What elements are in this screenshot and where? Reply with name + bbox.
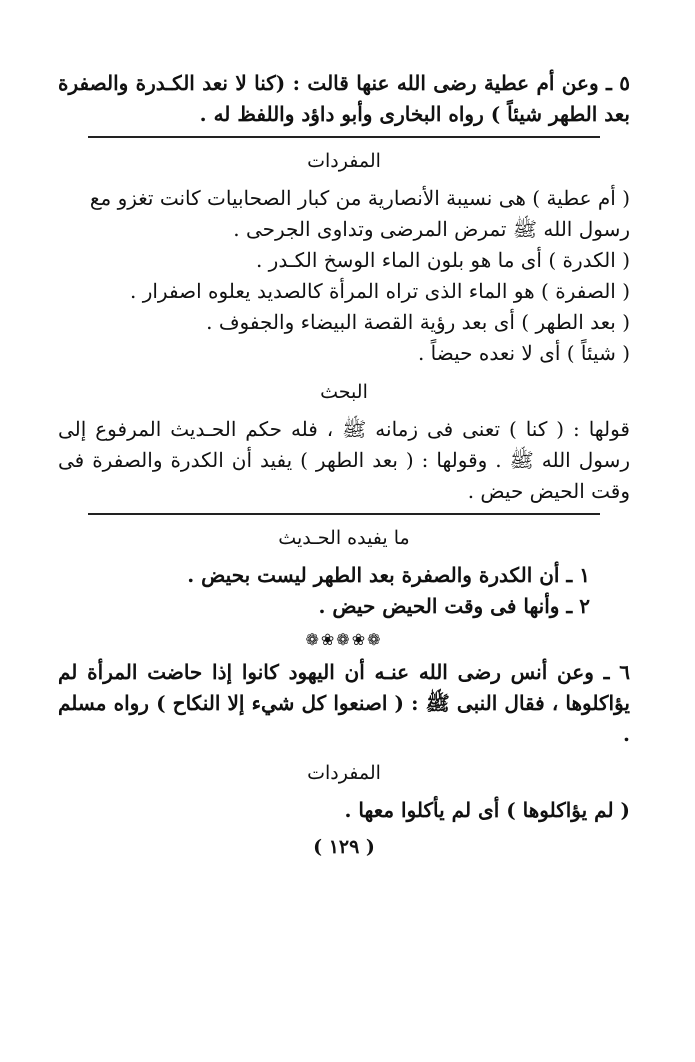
discussion-text: قولها : ( كنا ) تعنى فى زمانه ﷺ ، فله حكم الحـديث المرفوع إلى رسول الله ﷺ . وقولها : ( بعد الطهر ) يفيد أن الكدرة والصفرة فى وقت الحيض حيض . — [58, 417, 630, 503]
benefit-item: ١ ـ أن الكدرة والصفرة بعد الطهر ليست بحيض . — [187, 563, 590, 587]
vocab-entry: ( الصفرة ) هو الماء الذى تراه المرأة كالصديد يعلوه اصفرار . — [130, 279, 630, 303]
section-divider — [88, 136, 600, 138]
vocab-entry: ( أم عطية ) هى نسيبة الأنصارية من كبار الصحابيات كانت تغزو مع رسول الله ﷺ تمرض المرضى وتداوى الجرحى . — [89, 186, 630, 241]
hadith-6-text: ٦ ـ وعن أنس رضى الله عنـه أن اليهود كانوا إذا حاضت المرأة لم يؤاكلوها ، فقال النبى ﷺ : ( اصنعوا كل شيء إلا النكاح ) رواه مسلم . — [58, 660, 630, 746]
vocab-entry: ( لم يؤاكلوها ) أى لم يأكلوا معها . — [344, 798, 630, 822]
vocab-entry: ( الكدرة ) أى ما هو بلون الماء الوسخ الكـدر . — [255, 248, 630, 272]
section-divider — [88, 513, 600, 515]
vocab-entry: ( شيئاً ) أى لا نعده حيضاً . — [417, 341, 630, 365]
ornament-divider: ❁❀❁❀❁ — [305, 630, 383, 649]
section-heading-benefits: ما يفيده الحـديث — [278, 527, 410, 549]
vocab-entry: ( بعد الطهر ) أى بعد رؤية القصة البيضاء والجفوف . — [206, 310, 630, 334]
page-number: ( ١٢٩ ) — [313, 836, 375, 858]
page-content — [58, 68, 630, 863]
section-heading-vocabulary: المفردات — [307, 150, 381, 172]
section-heading-discussion: البحث — [320, 381, 368, 403]
section-heading-vocabulary-2: المفردات — [307, 762, 381, 784]
benefit-item: ٢ ـ وأنها فى وقت الحيض حيض . — [318, 594, 590, 618]
hadith-5-text: ٥ ـ وعن أم عطية رضى الله عنها قالت : (كنا لا نعد الكـدرة والصفرة بعد الطهر شيئاً ) رواه البخارى وأبو داؤد واللفظ له . — [58, 71, 630, 126]
